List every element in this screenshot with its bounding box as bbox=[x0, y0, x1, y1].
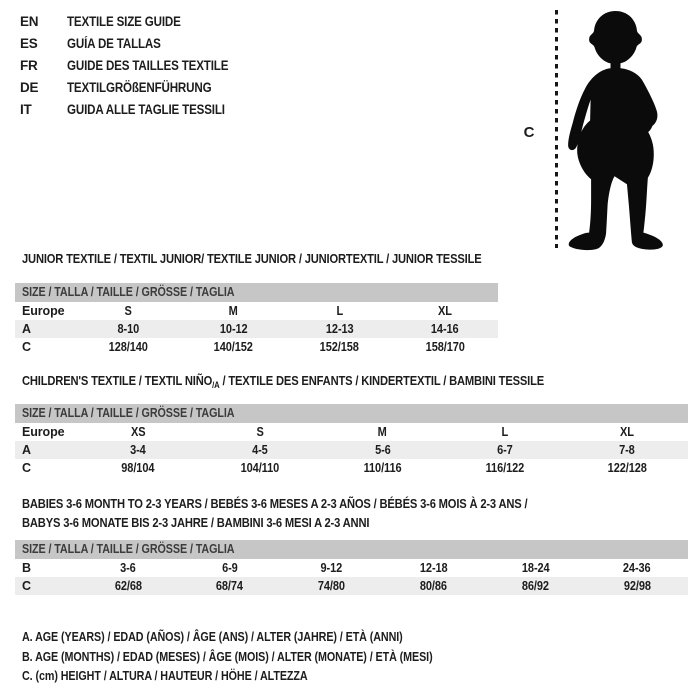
size-cell: 8-10 bbox=[117, 322, 139, 336]
size-cell: XL bbox=[619, 425, 634, 439]
size-cell: 12-18 bbox=[419, 561, 448, 575]
size-cell: 86/92 bbox=[521, 579, 549, 593]
size-cell: 9-12 bbox=[320, 561, 343, 575]
size-cell: 110/116 bbox=[363, 461, 402, 475]
footnotes bbox=[22, 628, 499, 687]
row-label: Europe bbox=[22, 304, 65, 318]
size-cell: 68/74 bbox=[216, 579, 244, 593]
size-cell: 62/68 bbox=[114, 579, 142, 593]
height-measure-dotted-line bbox=[555, 10, 558, 248]
size-cell: 80/86 bbox=[419, 579, 447, 593]
row-label: A bbox=[22, 322, 31, 336]
table-row-months bbox=[15, 559, 688, 577]
footnote-c: C. (cm) HEIGHT / ALTURA / HAUTEUR / HÖHE / ALTEZZA bbox=[22, 669, 308, 683]
size-cell: 6-7 bbox=[496, 443, 513, 457]
size-cell: M bbox=[377, 425, 388, 439]
size-header-bar: SIZE / TALLA / TAILLE / GRÖSSE / TAGLIA bbox=[15, 404, 688, 423]
size-cell: 24-36 bbox=[623, 561, 651, 575]
size-cell: XL bbox=[438, 304, 453, 318]
size-cell: 18-24 bbox=[521, 561, 550, 575]
language-code: IT bbox=[20, 102, 32, 117]
size-cell: 122/128 bbox=[607, 461, 647, 475]
size-cell: 158/170 bbox=[425, 340, 465, 354]
table-babies bbox=[15, 540, 688, 595]
section-heading-children: CHILDREN'S TEXTILE / TEXTIL $NIÑO_{/A}$ / TEXTILE DES ENFANTS / KINDERTEXTIL / BAMBINI TESSILE bbox=[22, 373, 545, 390]
toddler-silhouette-icon bbox=[559, 5, 672, 252]
language-label: GUIDE DES TAILLES TEXTILE bbox=[67, 58, 229, 73]
language-label: TEXTILE SIZE GUIDE bbox=[67, 14, 181, 29]
table-children bbox=[15, 404, 688, 477]
row-label: C bbox=[22, 579, 31, 593]
size-cell: 98/104 bbox=[121, 461, 155, 475]
size-cell: 6-9 bbox=[221, 561, 238, 575]
footnote-b: B. AGE (MONTHS) / EDAD (MESES) / ÂGE (MOIS) / ALTER (MONATE) / ETÀ (MESI) bbox=[22, 649, 433, 664]
size-cell: 10-12 bbox=[219, 322, 248, 336]
table-row-age bbox=[15, 320, 498, 338]
size-cell: 3-4 bbox=[130, 443, 146, 457]
size-cell: 128/140 bbox=[108, 340, 148, 354]
size-cell: 104/110 bbox=[241, 461, 280, 475]
row-label: A bbox=[22, 443, 31, 457]
table-junior bbox=[15, 283, 498, 356]
size-cell: S bbox=[256, 425, 264, 439]
language-code: DE bbox=[20, 80, 39, 95]
size-cell: 7-8 bbox=[619, 443, 635, 457]
measure-label-c: C bbox=[523, 124, 535, 141]
size-cell: 92/98 bbox=[623, 579, 651, 593]
size-header-bar: SIZE / TALLA / TAILLE / GRÖSSE / TAGLIA bbox=[15, 540, 688, 559]
size-cell: 4-5 bbox=[252, 443, 269, 457]
table-row-age bbox=[15, 441, 688, 459]
language-list bbox=[20, 11, 255, 121]
size-cell: 140/152 bbox=[214, 340, 254, 354]
section-heading-babies: BABIES 3-6 MONTH TO 2-3 YEARS / BEBÉS 3-6 MESES A 2-3 AÑOS / BÉBÉS 3-6 MOIS À 2-3 ANS / BABYS 3-6 MONATE BIS 2-3 JAHRE / BAMBINI 3-6 MESI A 2-3 ANNI bbox=[22, 496, 528, 530]
row-label: C bbox=[22, 461, 31, 475]
row-label: C bbox=[22, 340, 31, 354]
language-label: TEXTILGRÖßENFÜHRUNG bbox=[67, 80, 212, 95]
size-cell: S bbox=[124, 304, 132, 318]
size-cell: 12-13 bbox=[325, 322, 354, 336]
size-cell: 152/158 bbox=[319, 340, 359, 354]
language-label: GUIDA ALLE TAGLIE TESSILI bbox=[67, 102, 225, 117]
footnote-a: A. AGE (YEARS) / EDAD (AÑOS) / ÂGE (ANS) / ALTER (JAHRE) / ETÀ (ANNI) bbox=[22, 630, 403, 644]
size-cell: M bbox=[229, 304, 239, 318]
size-cell: L bbox=[336, 304, 343, 318]
section-heading-junior: JUNIOR TEXTILE / TEXTIL JUNIOR/ TEXTILE JUNIOR / JUNIORTEXTIL / JUNIOR TESSILE bbox=[22, 251, 482, 266]
table-row-europe bbox=[15, 302, 498, 320]
size-cell: L bbox=[501, 425, 509, 439]
language-code: FR bbox=[20, 58, 38, 73]
size-cell: 5-6 bbox=[374, 443, 391, 457]
table-row-height bbox=[15, 459, 688, 477]
size-cell: XS bbox=[130, 425, 146, 439]
size-cell: 3-6 bbox=[120, 561, 136, 575]
language-code: EN bbox=[20, 14, 39, 29]
row-label: B bbox=[22, 561, 31, 575]
row-label: Europe bbox=[22, 425, 65, 439]
size-cell: 74/80 bbox=[318, 579, 346, 593]
size-cell: 116/122 bbox=[485, 461, 524, 475]
table-row-height bbox=[15, 577, 688, 595]
table-row-europe bbox=[15, 423, 688, 441]
size-cell: 14-16 bbox=[431, 322, 459, 336]
size-header-bar: SIZE / TALLA / TAILLE / GRÖSSE / TAGLIA bbox=[15, 283, 498, 302]
language-label: GUÍA DE TALLAS bbox=[67, 36, 161, 51]
table-row-height bbox=[15, 338, 498, 356]
language-code: ES bbox=[20, 36, 38, 51]
